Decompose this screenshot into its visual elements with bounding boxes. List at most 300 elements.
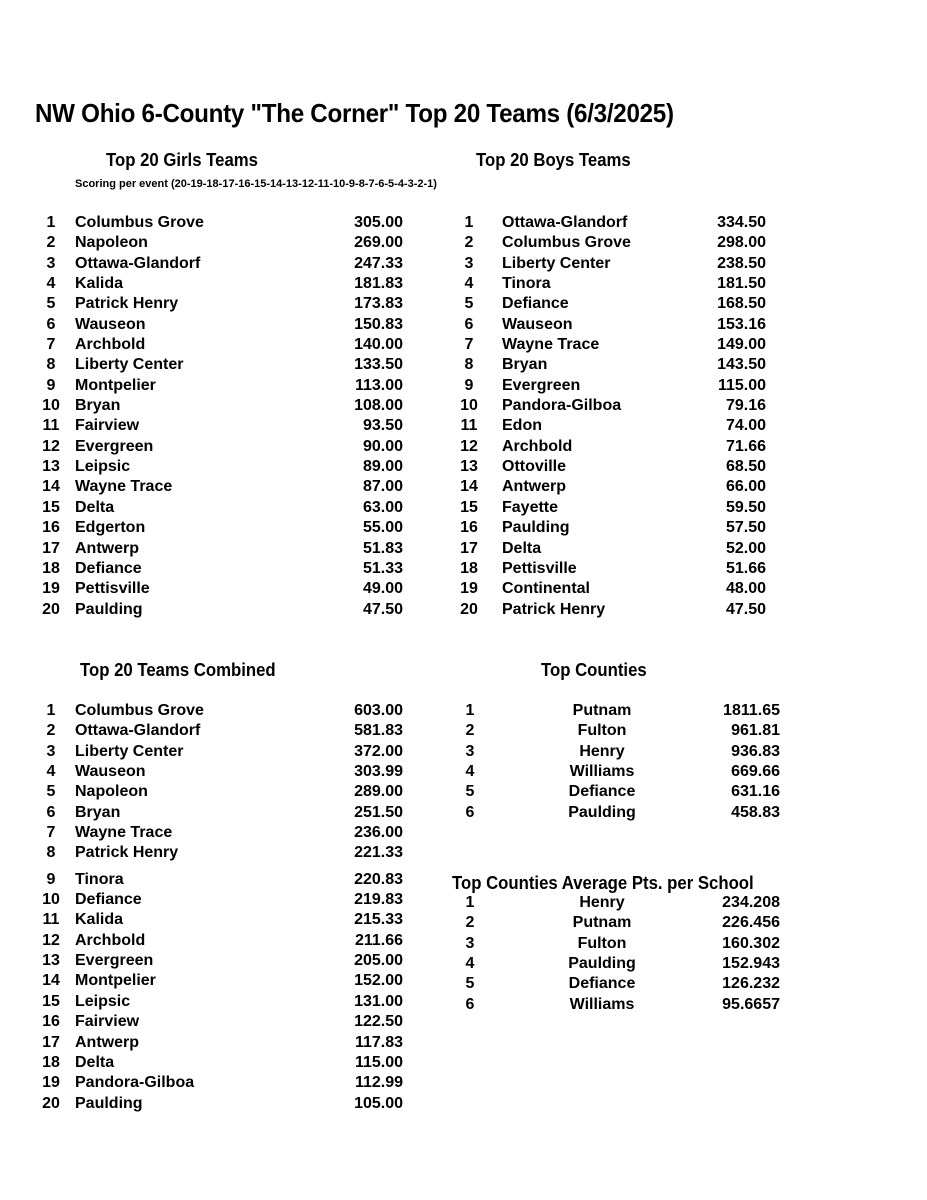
rank-cell: 4 bbox=[465, 955, 475, 973]
county-cell: Henry bbox=[579, 894, 625, 911]
table-row bbox=[36, 1013, 416, 1033]
table-row bbox=[452, 214, 782, 234]
points-cell: 68.50 bbox=[725, 458, 766, 476]
team-cell: Montpelier bbox=[75, 376, 156, 394]
points-cell: 95.6657 bbox=[722, 995, 780, 1013]
points-cell: 298.00 bbox=[717, 234, 766, 252]
rank-cell: 15 bbox=[42, 498, 60, 516]
team-cell: Wauseon bbox=[502, 315, 573, 333]
rank-cell: 20 bbox=[42, 600, 60, 618]
points-cell: 90.00 bbox=[362, 437, 403, 455]
rank-cell: 20 bbox=[460, 600, 478, 618]
county-cell: Defiance bbox=[568, 975, 636, 993]
table-row bbox=[36, 871, 416, 891]
rank-cell: 5 bbox=[46, 295, 56, 313]
rank-cell: 16 bbox=[42, 1013, 60, 1031]
points-cell: 581.83 bbox=[354, 722, 403, 740]
team-cell: Defiance bbox=[502, 295, 569, 313]
table-row bbox=[36, 601, 416, 621]
points-cell: 631.16 bbox=[731, 783, 780, 801]
points-cell: 51.33 bbox=[362, 559, 403, 577]
rank-cell: 2 bbox=[46, 722, 56, 740]
team-cell: Paulding bbox=[75, 600, 143, 618]
table-row bbox=[36, 214, 416, 234]
rank-cell: 4 bbox=[465, 763, 475, 781]
team-cell: Defiance bbox=[75, 559, 142, 577]
team-cell: Edon bbox=[502, 417, 542, 435]
team-cell: Wayne Trace bbox=[75, 478, 173, 496]
table-row bbox=[36, 783, 416, 803]
table-row bbox=[452, 397, 782, 417]
points-cell: 108.00 bbox=[354, 397, 403, 415]
team-cell: Paulding bbox=[75, 1094, 143, 1112]
table-row bbox=[452, 234, 782, 254]
county-avg-table bbox=[452, 894, 792, 1016]
points-cell: 59.50 bbox=[725, 498, 766, 516]
rank-cell: 1 bbox=[464, 214, 474, 231]
table-row bbox=[452, 955, 792, 975]
rank-cell: 7 bbox=[46, 824, 56, 842]
table-row bbox=[452, 336, 782, 356]
table-row bbox=[452, 601, 782, 621]
points-cell: 168.50 bbox=[717, 295, 766, 313]
rank-cell: 11 bbox=[42, 417, 60, 435]
table-row bbox=[36, 316, 416, 336]
table-row bbox=[36, 1054, 416, 1074]
table-row bbox=[452, 417, 782, 437]
points-cell: 152.00 bbox=[354, 972, 403, 990]
team-cell: Archbold bbox=[75, 336, 146, 354]
table-row bbox=[36, 1095, 416, 1115]
table-row bbox=[36, 722, 416, 742]
rank-cell: 3 bbox=[465, 742, 475, 760]
team-cell: Columbus Grove bbox=[502, 234, 631, 252]
table-row bbox=[452, 255, 782, 275]
rank-cell: 10 bbox=[42, 397, 60, 415]
rank-cell: 19 bbox=[42, 1074, 60, 1092]
rank-cell: 17 bbox=[42, 1033, 60, 1051]
table-row bbox=[36, 478, 416, 498]
points-cell: 47.50 bbox=[362, 600, 403, 618]
team-cell: Antwerp bbox=[75, 539, 139, 557]
team-cell: Liberty Center bbox=[75, 742, 184, 760]
team-cell: Wayne Trace bbox=[502, 336, 600, 354]
points-cell: 52.00 bbox=[725, 539, 766, 557]
rank-cell: 8 bbox=[46, 844, 56, 862]
rank-cell: 2 bbox=[464, 234, 474, 252]
table-row bbox=[452, 560, 782, 580]
points-cell: 51.66 bbox=[725, 559, 766, 577]
table-row bbox=[452, 996, 792, 1016]
table-row bbox=[452, 580, 782, 600]
team-cell: Paulding bbox=[502, 519, 570, 537]
points-cell: 303.99 bbox=[354, 763, 403, 781]
team-cell: Bryan bbox=[75, 397, 121, 415]
rank-cell: 20 bbox=[42, 1094, 60, 1112]
rank-cell: 18 bbox=[460, 559, 478, 577]
rank-cell: 18 bbox=[42, 1053, 60, 1071]
points-cell: 205.00 bbox=[354, 952, 403, 970]
points-cell: 71.66 bbox=[725, 437, 766, 455]
table-row bbox=[36, 519, 416, 539]
points-cell: 143.50 bbox=[717, 356, 766, 374]
table-row bbox=[36, 560, 416, 580]
points-cell: 305.00 bbox=[354, 214, 403, 231]
boys-heading: Top 20 Boys Teams bbox=[476, 150, 631, 170]
rank-cell: 19 bbox=[42, 580, 60, 598]
table-row bbox=[36, 993, 416, 1013]
points-cell: 79.16 bbox=[725, 397, 766, 415]
team-cell: Kalida bbox=[75, 911, 124, 929]
team-cell: Tinora bbox=[75, 870, 124, 888]
rank-cell: 13 bbox=[460, 458, 478, 476]
rank-cell: 2 bbox=[465, 914, 475, 932]
points-cell: 87.00 bbox=[362, 478, 403, 496]
team-cell: Liberty Center bbox=[502, 254, 611, 272]
table-row bbox=[36, 1034, 416, 1054]
table-row bbox=[36, 891, 416, 911]
table-row bbox=[452, 295, 782, 315]
rank-cell: 4 bbox=[46, 763, 56, 781]
points-cell: 458.83 bbox=[731, 803, 780, 821]
county-cell: Defiance bbox=[568, 783, 636, 801]
points-cell: 372.00 bbox=[354, 742, 403, 760]
county-cell: Paulding bbox=[568, 955, 636, 973]
boys-table bbox=[452, 214, 782, 621]
points-cell: 961.81 bbox=[731, 722, 780, 740]
table-row bbox=[36, 499, 416, 519]
points-cell: 117.83 bbox=[354, 1033, 403, 1051]
table-row bbox=[452, 914, 792, 934]
points-cell: 126.232 bbox=[722, 975, 780, 993]
table-row bbox=[36, 540, 416, 560]
table-row bbox=[452, 275, 782, 295]
points-cell: 122.50 bbox=[354, 1013, 403, 1031]
county-cell: Putnam bbox=[572, 914, 632, 932]
county-cell: Williams bbox=[569, 995, 635, 1013]
table-row bbox=[452, 763, 792, 783]
table-row bbox=[36, 438, 416, 458]
rank-cell: 1 bbox=[46, 214, 56, 231]
team-cell: Columbus Grove bbox=[75, 214, 204, 231]
team-cell: Ottoville bbox=[502, 458, 567, 476]
points-cell: 160.302 bbox=[722, 934, 780, 952]
table-row bbox=[452, 935, 792, 955]
county-cell: Fulton bbox=[577, 934, 627, 952]
table-row bbox=[36, 824, 416, 844]
rank-cell: 15 bbox=[460, 498, 478, 516]
table-row bbox=[36, 356, 416, 376]
rank-cell: 6 bbox=[46, 803, 56, 821]
rank-cell: 2 bbox=[465, 722, 475, 740]
points-cell: 215.33 bbox=[354, 911, 403, 929]
points-cell: 47.50 bbox=[725, 600, 766, 618]
points-cell: 247.33 bbox=[354, 254, 403, 272]
county-avg-heading: Top Counties Average Pts. per School bbox=[452, 873, 754, 893]
points-cell: 112.99 bbox=[354, 1074, 403, 1092]
table-row bbox=[36, 932, 416, 952]
table-row bbox=[452, 722, 792, 742]
points-cell: 219.83 bbox=[354, 891, 403, 909]
rank-cell: 4 bbox=[464, 275, 474, 293]
table-row bbox=[36, 1074, 416, 1094]
rank-cell: 5 bbox=[465, 975, 475, 993]
table-row bbox=[36, 417, 416, 437]
team-cell: Ottawa-Glandorf bbox=[75, 722, 201, 740]
team-cell: Kalida bbox=[75, 275, 124, 293]
table-row bbox=[452, 540, 782, 560]
table-row bbox=[452, 743, 792, 763]
table-row bbox=[36, 911, 416, 931]
table-row bbox=[36, 377, 416, 397]
rank-cell: 12 bbox=[42, 931, 60, 949]
rank-cell: 5 bbox=[465, 783, 475, 801]
table-row bbox=[452, 377, 782, 397]
points-cell: 226.456 bbox=[722, 914, 780, 932]
team-cell: Pettisville bbox=[502, 559, 577, 577]
rank-cell: 14 bbox=[42, 972, 60, 990]
team-cell: Pettisville bbox=[75, 580, 150, 598]
rank-cell: 8 bbox=[464, 356, 474, 374]
team-cell: Edgerton bbox=[75, 519, 146, 537]
points-cell: 66.00 bbox=[725, 478, 766, 496]
team-cell: Defiance bbox=[75, 891, 142, 909]
points-cell: 133.50 bbox=[354, 356, 403, 374]
table-row bbox=[452, 975, 792, 995]
team-cell: Leipsic bbox=[75, 458, 131, 476]
table-row bbox=[452, 458, 782, 478]
table-row bbox=[452, 478, 782, 498]
points-cell: 48.00 bbox=[725, 580, 766, 598]
rank-cell: 7 bbox=[46, 336, 56, 354]
table-row bbox=[36, 702, 416, 722]
table-row bbox=[36, 972, 416, 992]
rank-cell: 10 bbox=[42, 891, 60, 909]
team-cell: Wauseon bbox=[75, 763, 146, 781]
team-cell: Continental bbox=[502, 580, 590, 598]
rank-cell: 12 bbox=[42, 437, 60, 455]
table-row bbox=[452, 783, 792, 803]
rank-cell: 17 bbox=[42, 539, 60, 557]
rank-cell: 12 bbox=[460, 437, 478, 455]
team-cell: Archbold bbox=[502, 437, 573, 455]
points-cell: 93.50 bbox=[362, 417, 403, 435]
points-cell: 55.00 bbox=[362, 519, 403, 537]
points-cell: 115.00 bbox=[717, 376, 766, 394]
combined-table bbox=[36, 702, 416, 1115]
table-row bbox=[36, 952, 416, 972]
rank-cell: 6 bbox=[465, 803, 475, 821]
table-row bbox=[36, 804, 416, 824]
team-cell: Pandora-Gilboa bbox=[502, 397, 622, 415]
points-cell: 238.50 bbox=[717, 254, 766, 272]
team-cell: Napoleon bbox=[75, 234, 148, 252]
table-row bbox=[452, 804, 792, 824]
table-row bbox=[36, 580, 416, 600]
girls-heading: Top 20 Girls Teams bbox=[106, 150, 258, 170]
table-row bbox=[36, 275, 416, 295]
points-cell: 269.00 bbox=[354, 234, 403, 252]
table-row bbox=[452, 438, 782, 458]
table-row bbox=[36, 234, 416, 254]
team-cell: Columbus Grove bbox=[75, 702, 204, 719]
team-cell: Ottawa-Glandorf bbox=[502, 214, 628, 231]
team-cell: Fayette bbox=[502, 498, 559, 516]
table-row bbox=[36, 458, 416, 478]
rank-cell: 15 bbox=[42, 992, 60, 1010]
rank-cell: 18 bbox=[42, 559, 60, 577]
team-cell: Patrick Henry bbox=[75, 844, 179, 862]
rank-cell: 1 bbox=[465, 894, 475, 911]
points-cell: 221.33 bbox=[354, 844, 403, 862]
rank-cell: 8 bbox=[46, 356, 56, 374]
county-cell: Putnam bbox=[572, 702, 632, 719]
rank-cell: 4 bbox=[46, 275, 56, 293]
rank-cell: 9 bbox=[46, 376, 56, 394]
girls-table bbox=[36, 214, 416, 621]
team-cell: Fairview bbox=[75, 417, 140, 435]
points-cell: 181.83 bbox=[354, 275, 403, 293]
rank-cell: 5 bbox=[464, 295, 474, 313]
team-cell: Antwerp bbox=[75, 1033, 139, 1051]
points-cell: 289.00 bbox=[354, 783, 403, 801]
rank-cell: 3 bbox=[464, 254, 474, 272]
points-cell: 1811.65 bbox=[723, 702, 780, 719]
team-cell: Fairview bbox=[75, 1013, 140, 1031]
team-cell: Pandora-Gilboa bbox=[75, 1074, 195, 1092]
points-cell: 63.00 bbox=[362, 498, 403, 516]
points-cell: 51.83 bbox=[362, 539, 403, 557]
team-cell: Napoleon bbox=[75, 783, 148, 801]
rank-cell: 11 bbox=[42, 911, 60, 929]
rank-cell: 19 bbox=[460, 580, 478, 598]
rank-cell: 16 bbox=[42, 519, 60, 537]
table-row bbox=[36, 255, 416, 275]
points-cell: 149.00 bbox=[717, 336, 766, 354]
counties-table bbox=[452, 702, 792, 824]
rank-cell: 10 bbox=[460, 397, 478, 415]
table-row bbox=[36, 844, 416, 864]
points-cell: 150.83 bbox=[354, 315, 403, 333]
points-cell: 334.50 bbox=[717, 214, 766, 231]
points-cell: 603.00 bbox=[354, 702, 403, 719]
points-cell: 173.83 bbox=[354, 295, 403, 313]
points-cell: 181.50 bbox=[717, 275, 766, 293]
rank-cell: 13 bbox=[42, 458, 60, 476]
rank-cell: 6 bbox=[465, 995, 475, 1013]
combined-heading: Top 20 Teams Combined bbox=[80, 660, 276, 680]
rank-cell: 11 bbox=[460, 417, 478, 435]
table-row bbox=[452, 702, 792, 722]
points-cell: 49.00 bbox=[362, 580, 403, 598]
rank-cell: 9 bbox=[46, 870, 56, 888]
rank-cell: 13 bbox=[42, 952, 60, 970]
rank-cell: 14 bbox=[42, 478, 60, 496]
rank-cell: 7 bbox=[464, 336, 474, 354]
county-cell: Henry bbox=[579, 742, 625, 760]
rank-cell: 9 bbox=[464, 376, 474, 394]
points-cell: 669.66 bbox=[731, 763, 780, 781]
table-row bbox=[36, 763, 416, 783]
points-cell: 251.50 bbox=[354, 803, 403, 821]
county-cell: Paulding bbox=[568, 803, 636, 821]
table-row bbox=[36, 295, 416, 315]
table-row bbox=[36, 397, 416, 417]
points-cell: 140.00 bbox=[354, 336, 403, 354]
team-cell: Delta bbox=[75, 1053, 115, 1071]
team-cell: Archbold bbox=[75, 931, 146, 949]
team-cell: Bryan bbox=[502, 356, 548, 374]
team-cell: Liberty Center bbox=[75, 356, 184, 374]
points-cell: 936.83 bbox=[731, 742, 780, 760]
points-cell: 89.00 bbox=[362, 458, 403, 476]
points-cell: 234.208 bbox=[722, 894, 780, 911]
page-title: NW Ohio 6-County "The Corner" Top 20 Teams (6/3/2025) bbox=[35, 98, 674, 128]
team-cell: Wauseon bbox=[75, 315, 146, 333]
team-cell: Delta bbox=[75, 498, 115, 516]
team-cell: Antwerp bbox=[502, 478, 566, 496]
table-row bbox=[452, 519, 782, 539]
counties-heading: Top Counties bbox=[541, 660, 647, 680]
team-cell: Evergreen bbox=[75, 952, 154, 970]
points-cell: 57.50 bbox=[725, 519, 766, 537]
team-cell: Wayne Trace bbox=[75, 824, 173, 842]
rank-cell: 6 bbox=[464, 315, 474, 333]
table-row bbox=[452, 316, 782, 336]
team-cell: Delta bbox=[502, 539, 542, 557]
table-row bbox=[452, 894, 792, 914]
points-cell: 152.943 bbox=[722, 955, 780, 973]
team-cell: Bryan bbox=[75, 803, 121, 821]
points-cell: 220.83 bbox=[354, 870, 403, 888]
rank-cell: 3 bbox=[465, 934, 475, 952]
points-cell: 211.66 bbox=[354, 931, 403, 949]
rank-cell: 6 bbox=[46, 315, 56, 333]
team-cell: Evergreen bbox=[75, 437, 154, 455]
scoring-note: Scoring per event (20-19-18-17-16-15-14-13-12-11-10-9-8-7-6-5-4-3-2-1) bbox=[75, 178, 437, 190]
county-cell: Williams bbox=[569, 763, 635, 781]
team-cell: Evergreen bbox=[502, 376, 581, 394]
table-row bbox=[452, 356, 782, 376]
team-cell: Patrick Henry bbox=[502, 600, 606, 618]
rank-cell: 3 bbox=[46, 254, 56, 272]
points-cell: 113.00 bbox=[354, 376, 403, 394]
team-cell: Montpelier bbox=[75, 972, 156, 990]
points-cell: 105.00 bbox=[354, 1094, 403, 1112]
rank-cell: 5 bbox=[46, 783, 56, 801]
team-cell: Patrick Henry bbox=[75, 295, 179, 313]
rank-cell: 1 bbox=[46, 702, 56, 719]
points-cell: 236.00 bbox=[354, 824, 403, 842]
rank-cell: 17 bbox=[460, 539, 478, 557]
county-cell: Fulton bbox=[577, 722, 627, 740]
rank-cell: 14 bbox=[460, 478, 478, 496]
rank-cell: 1 bbox=[465, 702, 475, 719]
team-cell: Ottawa-Glandorf bbox=[75, 254, 201, 272]
team-cell: Leipsic bbox=[75, 992, 131, 1010]
points-cell: 115.00 bbox=[354, 1053, 403, 1071]
table-row bbox=[36, 743, 416, 763]
points-cell: 153.16 bbox=[717, 315, 766, 333]
points-cell: 74.00 bbox=[725, 417, 766, 435]
rank-cell: 16 bbox=[460, 519, 478, 537]
rank-cell: 2 bbox=[46, 234, 56, 252]
table-row bbox=[36, 336, 416, 356]
team-cell: Tinora bbox=[502, 275, 551, 293]
table-row bbox=[452, 499, 782, 519]
points-cell: 131.00 bbox=[354, 992, 403, 1010]
rank-cell: 3 bbox=[46, 742, 56, 760]
